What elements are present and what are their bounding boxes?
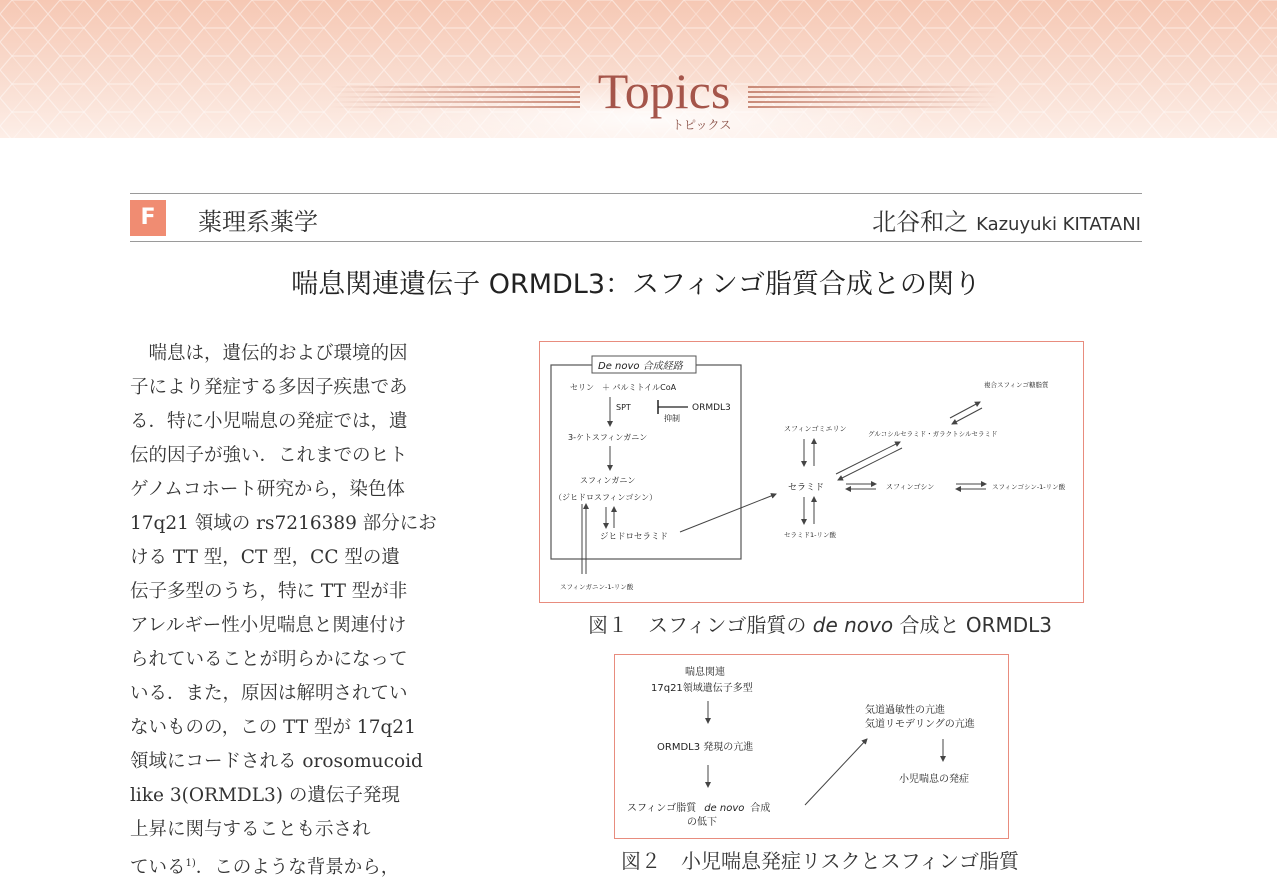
caption-1-italic: de novo bbox=[812, 613, 894, 637]
body-line: られていることが明らかになって bbox=[130, 649, 408, 670]
article-headline: 喘息関連遺伝子 ORMDL3：スフィンゴ脂質合成との関り bbox=[291, 269, 981, 300]
body-line: アレルギー性小児喘息と関連付け bbox=[130, 615, 407, 636]
glycosyl-label: グルコシルセラミド・ガラクトシルセラミド bbox=[868, 430, 998, 438]
figure-1-caption bbox=[588, 609, 1052, 638]
body-line: 領域にコードされる orosomucoid bbox=[130, 751, 423, 772]
reference-mark: 1) bbox=[185, 858, 196, 869]
inhibit-label: 抑制 bbox=[664, 414, 680, 423]
figure-1 bbox=[539, 341, 1084, 603]
onset-label: 小児喘息の発症 bbox=[899, 774, 969, 785]
ceramide-label: セラミド bbox=[788, 483, 825, 493]
body-line: ないものの，この TT 型が 17q21 bbox=[130, 717, 416, 738]
figure-1-diagram bbox=[540, 342, 1083, 602]
body-line-part: ている bbox=[130, 857, 186, 879]
body-line: 伝的因子が強い．これまでのヒト bbox=[130, 445, 408, 466]
figure-2-caption: 図２ 小児喘息発症リスクとスフィンゴ脂質 bbox=[621, 849, 1019, 873]
section-badge: F bbox=[130, 200, 166, 236]
serine-label: セリン ＋ パルミトイルCoA bbox=[570, 383, 677, 392]
denovo-box bbox=[551, 365, 741, 559]
sphingo-label bbox=[627, 801, 770, 814]
caption-1-suffix: 合成と ORMDL3 bbox=[893, 613, 1052, 637]
author bbox=[872, 202, 1141, 237]
dihydroceramide-label: ジヒドロセラミド bbox=[600, 532, 669, 542]
denovo-title: De novo 合成経路 bbox=[598, 361, 683, 372]
sphinganine-label: スフィンガニン bbox=[580, 476, 636, 485]
sphinganine1p-label: スフィンガニン-1-リン酸 bbox=[560, 583, 634, 591]
remodel-label: 気道リモデリングの亢進 bbox=[865, 719, 975, 730]
topics-subtitle: トピックス bbox=[672, 118, 732, 132]
body-line: る．特に小児喘息の発症では，遺 bbox=[130, 411, 408, 432]
ketosphinganine-label: 3-ケトスフィンガニン bbox=[568, 433, 648, 442]
topics-banner bbox=[0, 0, 1277, 138]
asthma-related-label: 喘息関連 bbox=[685, 667, 725, 678]
body-line: 上昇に関与することも示され bbox=[130, 819, 371, 840]
author-name-en: Kazuyuki KITATANI bbox=[976, 214, 1141, 235]
body-line: ゲノムコホート研究から，染色体 bbox=[130, 479, 405, 500]
header-bottom-rule bbox=[130, 241, 1142, 242]
body-line: 17q21 領域の rs7216389 部分にお bbox=[130, 513, 437, 534]
body-line: 子により発症する多因子疾患であ bbox=[130, 377, 408, 398]
section-label: 薬理系薬学 bbox=[198, 208, 318, 236]
sphingosine-label: スフィンゴシン bbox=[886, 483, 935, 491]
sphingo-suffix: 合成 bbox=[750, 803, 771, 814]
banner-lines-right bbox=[748, 86, 998, 110]
topics-title: Topics bbox=[597, 63, 731, 119]
body-line: like 3(ORMDL3) の遺伝子発現 bbox=[130, 785, 400, 806]
figure-2 bbox=[614, 654, 1009, 839]
sphingo-prefix: スフィンゴ脂質 bbox=[627, 803, 697, 814]
spt-label: SPT bbox=[616, 403, 631, 412]
complex-label: 複合スフィンゴ糖脂質 bbox=[984, 381, 1049, 389]
decrease-label: の低下 bbox=[687, 817, 717, 828]
hyper-label: 気道過敏性の亢進 bbox=[865, 705, 945, 716]
body-line: 伝子多型のうち，特に TT 型が非 bbox=[130, 581, 408, 602]
banner-lines-left bbox=[330, 86, 580, 110]
ormdl3-up-label: ORMDL3 発現の亢進 bbox=[657, 742, 754, 753]
s1p-label: スフィンゴシン-1-リン酸 bbox=[992, 483, 1066, 491]
author-name-ja: 北谷和之 bbox=[872, 208, 969, 236]
figure-2-diagram bbox=[615, 655, 1008, 838]
article-body bbox=[130, 337, 438, 885]
header-top-rule bbox=[130, 193, 1142, 194]
sphingomyelin-label: スフィンゴミエリン bbox=[784, 425, 847, 433]
body-line: 喘息は，遺伝的および環境的因 bbox=[130, 343, 408, 364]
c1p-label: セラミド1-リン酸 bbox=[784, 531, 836, 539]
ormdl3-label: ORMDL3 bbox=[692, 403, 731, 413]
sphingo-italic: de novo bbox=[704, 803, 745, 814]
dihydrosphingosine-label: （ジヒドロスフィンゴシン） bbox=[554, 493, 658, 502]
caption-1-prefix: 図１ スフィンゴ脂質の bbox=[588, 613, 807, 637]
body-line: いる．また，原因は解明されてい bbox=[130, 683, 408, 704]
body-line-last bbox=[130, 847, 438, 885]
body-line: ける TT 型，CT 型，CC 型の遺 bbox=[130, 547, 400, 568]
polymorphism-label: 17q21領域遺伝子多型 bbox=[651, 683, 753, 694]
body-line-part: ．このような背景から， bbox=[195, 857, 400, 879]
